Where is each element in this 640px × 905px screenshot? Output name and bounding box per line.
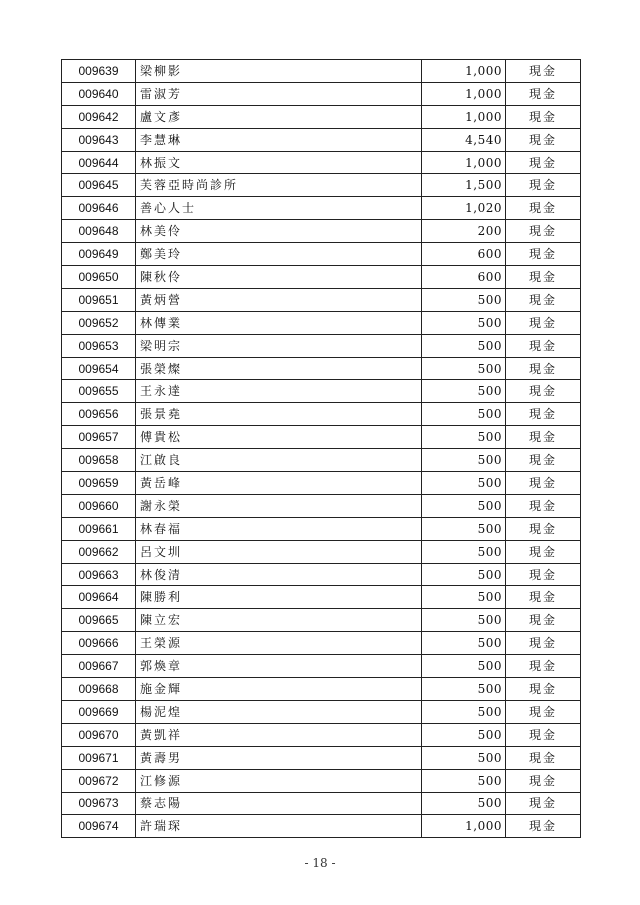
table-row [62,334,581,357]
amount-cell: 500 [422,678,506,701]
amount-cell: 1,000 [422,60,506,83]
table-row [62,128,581,151]
payment-type-cell: 現金 [506,632,581,655]
amount-cell: 500 [422,723,506,746]
donor-name-cell: 王榮源 [136,632,422,655]
donor-id-cell: 009640 [62,82,136,105]
donor-id-cell: 009666 [62,632,136,655]
table-row [62,540,581,563]
donor-id-cell: 009646 [62,197,136,220]
donor-id-cell: 009648 [62,220,136,243]
donor-name-cell: 許瑞琛 [136,815,422,838]
payment-type-cell: 現金 [506,517,581,540]
amount-cell: 500 [422,769,506,792]
amount-cell: 500 [422,311,506,334]
payment-type-cell: 現金 [506,472,581,495]
amount-cell: 500 [422,334,506,357]
donor-name-cell: 梁明宗 [136,334,422,357]
donor-name-cell: 林振文 [136,151,422,174]
payment-type-cell: 現金 [506,174,581,197]
amount-cell: 1,500 [422,174,506,197]
amount-cell: 1,000 [422,151,506,174]
payment-type-cell: 現金 [506,609,581,632]
payment-type-cell: 現金 [506,82,581,105]
donor-id-cell: 009657 [62,426,136,449]
payment-type-cell: 現金 [506,105,581,128]
table-row [62,472,581,495]
payment-type-cell: 現金 [506,815,581,838]
payment-type-cell: 現金 [506,769,581,792]
donor-id-cell: 009654 [62,357,136,380]
donor-id-cell: 009643 [62,128,136,151]
payment-type-cell: 現金 [506,128,581,151]
amount-cell: 500 [422,357,506,380]
amount-cell: 500 [422,403,506,426]
donor-id-cell: 009642 [62,105,136,128]
donor-name-cell: 黃凱祥 [136,723,422,746]
payment-type-cell: 現金 [506,197,581,220]
donor-id-cell: 009660 [62,494,136,517]
table-row [62,746,581,769]
donor-id-cell: 009672 [62,769,136,792]
table-row [62,632,581,655]
table-row [62,700,581,723]
amount-cell: 500 [422,380,506,403]
donor-id-cell: 009667 [62,655,136,678]
donor-id-cell: 009658 [62,449,136,472]
table-row [62,174,581,197]
table-row [62,517,581,540]
table-row [62,655,581,678]
donor-id-cell: 009664 [62,586,136,609]
amount-cell: 500 [422,586,506,609]
donor-name-cell: 芙蓉亞時尚診所 [136,174,422,197]
table-row [62,678,581,701]
donor-id-cell: 009655 [62,380,136,403]
donor-name-cell: 李慧琳 [136,128,422,151]
payment-type-cell: 現金 [506,426,581,449]
donor-name-cell: 江修源 [136,769,422,792]
donor-name-cell: 施金輝 [136,678,422,701]
table-row [62,426,581,449]
donor-id-cell: 009662 [62,540,136,563]
table-row [62,723,581,746]
payment-type-cell: 現金 [506,311,581,334]
payment-type-cell: 現金 [506,746,581,769]
amount-cell: 500 [422,494,506,517]
donor-name-cell: 江啟良 [136,449,422,472]
payment-type-cell: 現金 [506,700,581,723]
donor-name-cell: 善心人士 [136,197,422,220]
amount-cell: 600 [422,243,506,266]
table-row [62,311,581,334]
table-row [62,151,581,174]
payment-type-cell: 現金 [506,449,581,472]
donor-id-cell: 009674 [62,815,136,838]
donation-rows [62,60,581,838]
amount-cell: 500 [422,609,506,632]
amount-cell: 500 [422,563,506,586]
amount-cell: 500 [422,288,506,311]
payment-type-cell: 現金 [506,220,581,243]
amount-cell: 500 [422,746,506,769]
table-row [62,403,581,426]
donor-name-cell: 傅貴松 [136,426,422,449]
table-row [62,769,581,792]
payment-type-cell: 現金 [506,151,581,174]
donor-name-cell: 雷淑芳 [136,82,422,105]
donor-name-cell: 張景堯 [136,403,422,426]
table-row [62,586,581,609]
donor-id-cell: 009668 [62,678,136,701]
donor-name-cell: 陳秋伶 [136,266,422,289]
payment-type-cell: 現金 [506,540,581,563]
payment-type-cell: 現金 [506,655,581,678]
payment-type-cell: 現金 [506,792,581,815]
donor-name-cell: 陳勝利 [136,586,422,609]
payment-type-cell: 現金 [506,266,581,289]
payment-type-cell: 現金 [506,380,581,403]
table-row [62,60,581,83]
page-number: - 18 - [304,856,336,870]
donor-name-cell: 林美伶 [136,220,422,243]
amount-cell: 500 [422,792,506,815]
payment-type-cell: 現金 [506,243,581,266]
donor-name-cell: 王永達 [136,380,422,403]
table-row [62,609,581,632]
donor-name-cell: 黃壽男 [136,746,422,769]
donor-name-cell: 呂文圳 [136,540,422,563]
amount-cell: 500 [422,426,506,449]
donor-id-cell: 009673 [62,792,136,815]
amount-cell: 500 [422,517,506,540]
donor-id-cell: 009651 [62,288,136,311]
payment-type-cell: 現金 [506,586,581,609]
donor-name-cell: 林春福 [136,517,422,540]
amount-cell: 1,020 [422,197,506,220]
payment-type-cell: 現金 [506,288,581,311]
payment-type-cell: 現金 [506,334,581,357]
amount-cell: 500 [422,632,506,655]
payment-type-cell: 現金 [506,678,581,701]
donor-name-cell: 謝永榮 [136,494,422,517]
donor-name-cell: 郭煥章 [136,655,422,678]
donor-id-cell: 009670 [62,723,136,746]
table-row [62,792,581,815]
donor-name-cell: 盧文彥 [136,105,422,128]
payment-type-cell: 現金 [506,357,581,380]
donor-name-cell: 黃炳營 [136,288,422,311]
donation-table [61,59,581,838]
donor-name-cell: 林俊清 [136,563,422,586]
donor-name-cell: 鄭美玲 [136,243,422,266]
table-row [62,243,581,266]
donor-id-cell: 009650 [62,266,136,289]
payment-type-cell: 現金 [506,494,581,517]
amount-cell: 500 [422,472,506,495]
amount-cell: 1,000 [422,815,506,838]
table-row [62,815,581,838]
donor-id-cell: 009671 [62,746,136,769]
amount-cell: 500 [422,655,506,678]
payment-type-cell: 現金 [506,563,581,586]
table-row [62,357,581,380]
amount-cell: 4,540 [422,128,506,151]
amount-cell: 1,000 [422,105,506,128]
table-row [62,380,581,403]
donor-id-cell: 009659 [62,472,136,495]
amount-cell: 500 [422,540,506,563]
amount-cell: 500 [422,700,506,723]
table-row [62,197,581,220]
amount-cell: 600 [422,266,506,289]
donor-id-cell: 009639 [62,60,136,83]
table-row [62,494,581,517]
donor-id-cell: 009669 [62,700,136,723]
donor-name-cell: 陳立宏 [136,609,422,632]
table-row [62,266,581,289]
amount-cell: 500 [422,449,506,472]
donor-id-cell: 009652 [62,311,136,334]
donor-name-cell: 梁柳影 [136,60,422,83]
payment-type-cell: 現金 [506,60,581,83]
donor-name-cell: 黃岳峰 [136,472,422,495]
amount-cell: 1,000 [422,82,506,105]
payment-type-cell: 現金 [506,403,581,426]
payment-type-cell: 現金 [506,723,581,746]
donor-name-cell: 蔡志陽 [136,792,422,815]
donor-id-cell: 009644 [62,151,136,174]
donor-id-cell: 009665 [62,609,136,632]
table-row [62,288,581,311]
table-row [62,220,581,243]
donor-id-cell: 009649 [62,243,136,266]
donor-id-cell: 009653 [62,334,136,357]
table-row [62,82,581,105]
donor-id-cell: 009656 [62,403,136,426]
table-row [62,449,581,472]
donor-name-cell: 張榮燦 [136,357,422,380]
donor-name-cell: 楊泥煌 [136,700,422,723]
donor-id-cell: 009663 [62,563,136,586]
donor-id-cell: 009645 [62,174,136,197]
donor-id-cell: 009661 [62,517,136,540]
amount-cell: 200 [422,220,506,243]
table-row [62,563,581,586]
table-row [62,105,581,128]
donor-name-cell: 林傳業 [136,311,422,334]
